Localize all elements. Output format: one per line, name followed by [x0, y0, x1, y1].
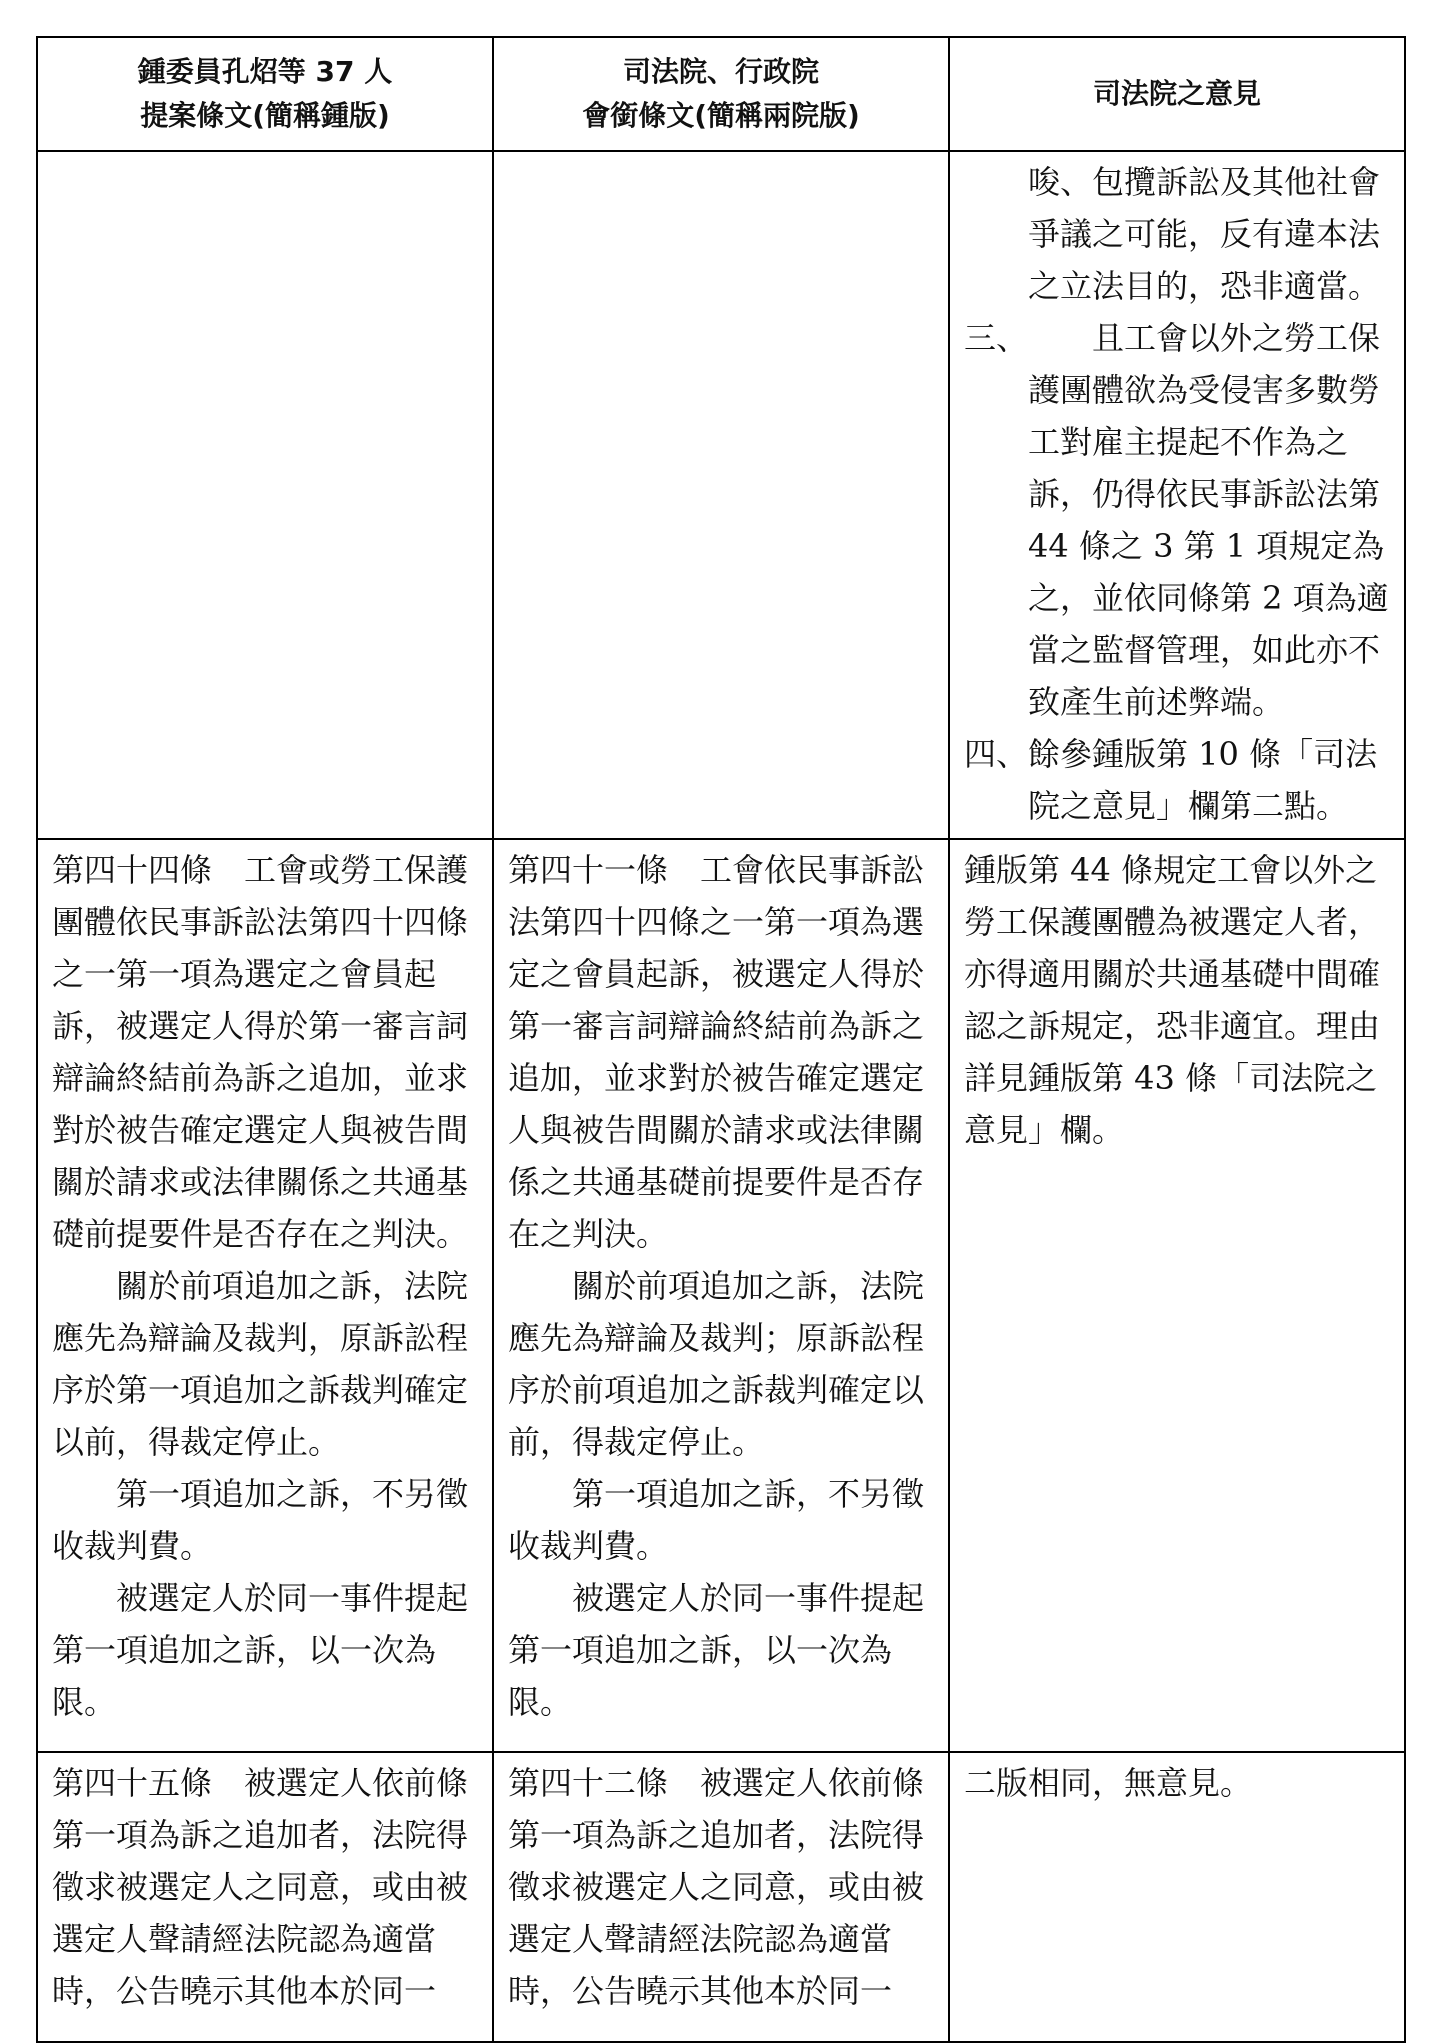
article-paragraph: 第一項追加之訴，不另徵收裁判費。: [508, 1475, 925, 1565]
table-row: [37, 839, 1405, 1752]
article-paragraph: 關於前項追加之訴，法院應先為辯論及裁判；原訴訟程序於前項追加之訴裁判確定以前，得裁定停止。: [508, 1267, 925, 1461]
article-paragraph: 第一項追加之訴，不另徵收裁判費。: [52, 1475, 469, 1565]
row3-two-courts-article-42: 第四十二條 被選定人依前條第一項為訴之追加者，法院得徵求被選定人之同意，或由被選定人聲請經法院認為適當時，公告曉示其他本於同一: [493, 1752, 949, 2042]
article-paragraph: 第四十一條 工會依民事訴訟法第四十四條之一第一項為選定之會員起訴，被選定人得於第一審言詞辯論終結前為訴之追加，並求對於被告確定選定人與被告間關於請求或法律關係之共通基礎前提要件是否存在之判決。: [508, 851, 925, 1253]
item-text: 餘參鍾版第 10 條「司法院之意見」欄第二點。: [1028, 735, 1378, 825]
opinion-continued-text: 唆、包攬訴訟及其他社會爭議之可能，反有違本法之立法目的，恐非適當。: [1028, 163, 1381, 305]
header-two-courts-version: [493, 37, 949, 151]
row1-two-courts-cell: [493, 151, 949, 839]
article-paragraph: 被選定人於同一事件提起第一項追加之訴，以一次為限。: [508, 1579, 925, 1721]
row3-opinion-cell: 二版相同，無意見。: [949, 1752, 1405, 2042]
header-two-courts-line2: 會銜條文(簡稱兩院版): [582, 99, 860, 132]
header-zhong-line2: 提案條文(簡稱鍾版): [140, 99, 390, 132]
comparison-table: [36, 36, 1406, 2043]
item-text: 且工會以外之勞工保護團體欲為受侵害多數勞工對雇主提起不作為之訴，仍得依民事訴訟法第 44 條之 3 第 1 項規定為之，並依同條第 2 項為適當之監督管理，如此亦不致產生前述弊端。: [1028, 319, 1389, 721]
item-number: 四、: [964, 735, 1029, 773]
header-judicial-opinion: [949, 37, 1405, 151]
opinion-item-4: [964, 728, 1390, 832]
document-page: [36, 36, 1404, 2043]
row2-zhong-article-44: [37, 839, 493, 1752]
row2-two-courts-article-41: [493, 839, 949, 1752]
header-zhong-version: [37, 37, 493, 151]
row1-zhong-cell: [37, 151, 493, 839]
item-number: 三、: [964, 319, 1029, 357]
header-opinion-label: 司法院之意見: [1092, 77, 1261, 110]
article-paragraph: 第四十四條 工會或勞工保護團體依民事訴訟法第四十四條之一第一項為選定之會員起訴，被選定人得於第一審言詞辯論終結前為訴之追加，並求對於被告確定選定人與被告間關於請求或法律關係之共通基礎前提要件是否存在之判決。: [52, 851, 469, 1253]
table-row: [37, 151, 1405, 839]
row3-zhong-article-45: 第四十五條 被選定人依前條第一項為訴之追加者，法院得徵求被選定人之同意，或由被選定人聲請經法院認為適當時，公告曉示其他本於同一: [37, 1752, 493, 2042]
article-paragraph: 被選定人於同一事件提起第一項追加之訴，以一次為限。: [52, 1579, 469, 1721]
row1-opinion-cell: [949, 151, 1405, 839]
table-header-row: [37, 37, 1405, 151]
table-row: [37, 1752, 1405, 2042]
row2-opinion-cell: 鍾版第 44 條規定工會以外之勞工保護團體為被選定人者，亦得適用關於共通基礎中間確認之訴規定，恐非適宜。理由詳見鍾版第 43 條「司法院之意見」欄。: [949, 839, 1405, 1752]
header-two-courts-line1: 司法院、行政院: [622, 55, 819, 88]
opinion-item-3: [964, 312, 1390, 728]
article-paragraph: 關於前項追加之訴，法院應先為辯論及裁判，原訴訟程序於第一項追加之訴裁判確定以前，得裁定停止。: [52, 1267, 469, 1461]
header-zhong-line1: 鍾委員孔炤等 37 人: [137, 55, 393, 88]
